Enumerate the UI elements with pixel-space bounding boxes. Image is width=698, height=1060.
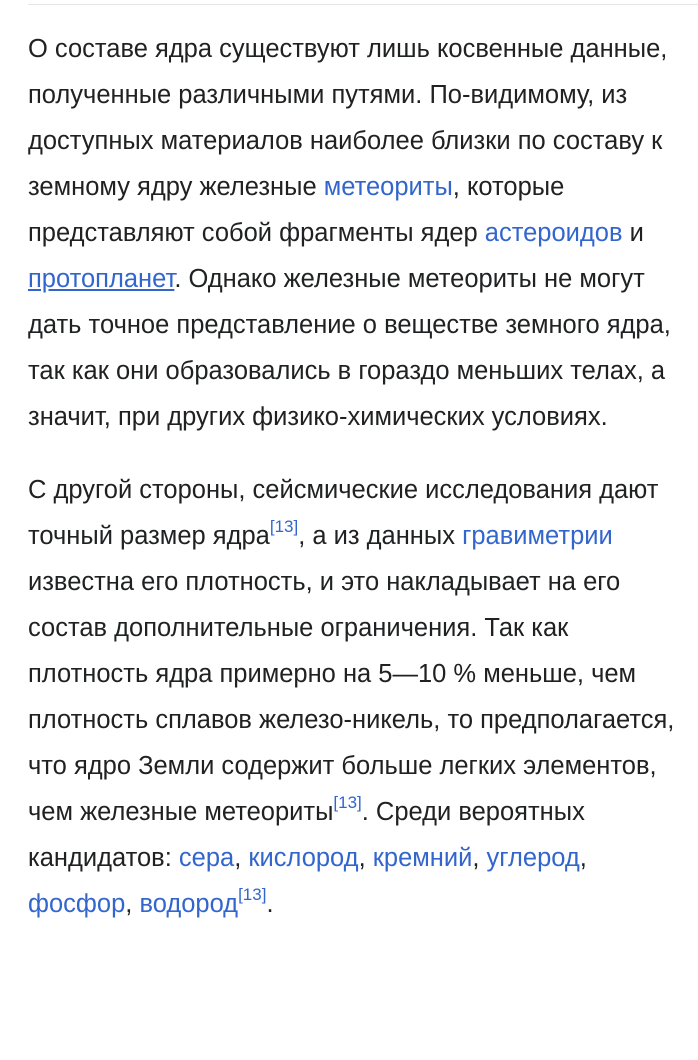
paragraph-text: С другой стороны, сейсмические исследования дают точный размер ядра	[28, 476, 659, 550]
link-gravimetry[interactable]: гравиметрии	[462, 522, 613, 550]
link-sulfur[interactable]: сера	[178, 844, 235, 872]
link-carbon[interactable]: углерод	[486, 844, 580, 872]
paragraph-text: , а из данных	[298, 522, 463, 550]
link-silicon[interactable]: кремний	[372, 844, 473, 872]
paragraph-text: известна его плотность, и это накладывает на его состав дополнительные ограничения. Так как плотность ядра примерно на 5—10 % меньше, чем плотность сплавов железо-никель, то предполагается, что ядро Земли содержит больше легких элементов, чем железные метеориты	[28, 568, 675, 826]
article-body	[28, 26, 690, 927]
paragraph-text: и	[622, 219, 644, 247]
paragraph-text: . Однако железные метеориты не могут дать точное представление о веществе земного ядра, так как они образовались в гораздо меньших телах, а значит, при других физико-химических условиях.	[28, 265, 671, 431]
link-oxygen[interactable]: кислород	[248, 844, 359, 872]
separator: ,	[472, 844, 487, 872]
separator: ,	[358, 844, 373, 872]
reference-13[interactable]	[270, 517, 298, 536]
link-phosphorus[interactable]: фосфор	[28, 890, 126, 918]
reference-link[interactable]: [13]	[333, 793, 362, 812]
paragraph-text: . Среди вероятных кандидатов:	[28, 798, 585, 872]
separator: ,	[234, 844, 249, 872]
reference-link[interactable]: [13]	[238, 885, 267, 904]
link-protoplanets[interactable]: протопланет	[28, 265, 175, 293]
link-asteroids[interactable]: астероидов	[484, 219, 623, 247]
top-divider	[28, 4, 698, 5]
paragraph-seismic-data	[28, 467, 690, 927]
paragraph-core-composition	[28, 26, 690, 440]
separator: ,	[125, 890, 140, 918]
paragraph-text: О составе ядра существуют лишь косвенные данные, полученные различными путями. По-видимому, из доступных материалов наиболее близки по составу к земному ядру железные	[28, 35, 668, 201]
separator: ,	[579, 844, 587, 872]
link-hydrogen[interactable]: водород	[139, 890, 239, 918]
reference-link[interactable]: [13]	[269, 517, 299, 536]
paragraph-text: .	[266, 890, 274, 918]
reference-13[interactable]	[333, 793, 361, 812]
link-meteorites[interactable]: метеориты	[323, 173, 453, 201]
paragraph-text: , которые представляют собой фрагменты ядер	[28, 173, 565, 247]
reference-13[interactable]	[238, 885, 266, 904]
